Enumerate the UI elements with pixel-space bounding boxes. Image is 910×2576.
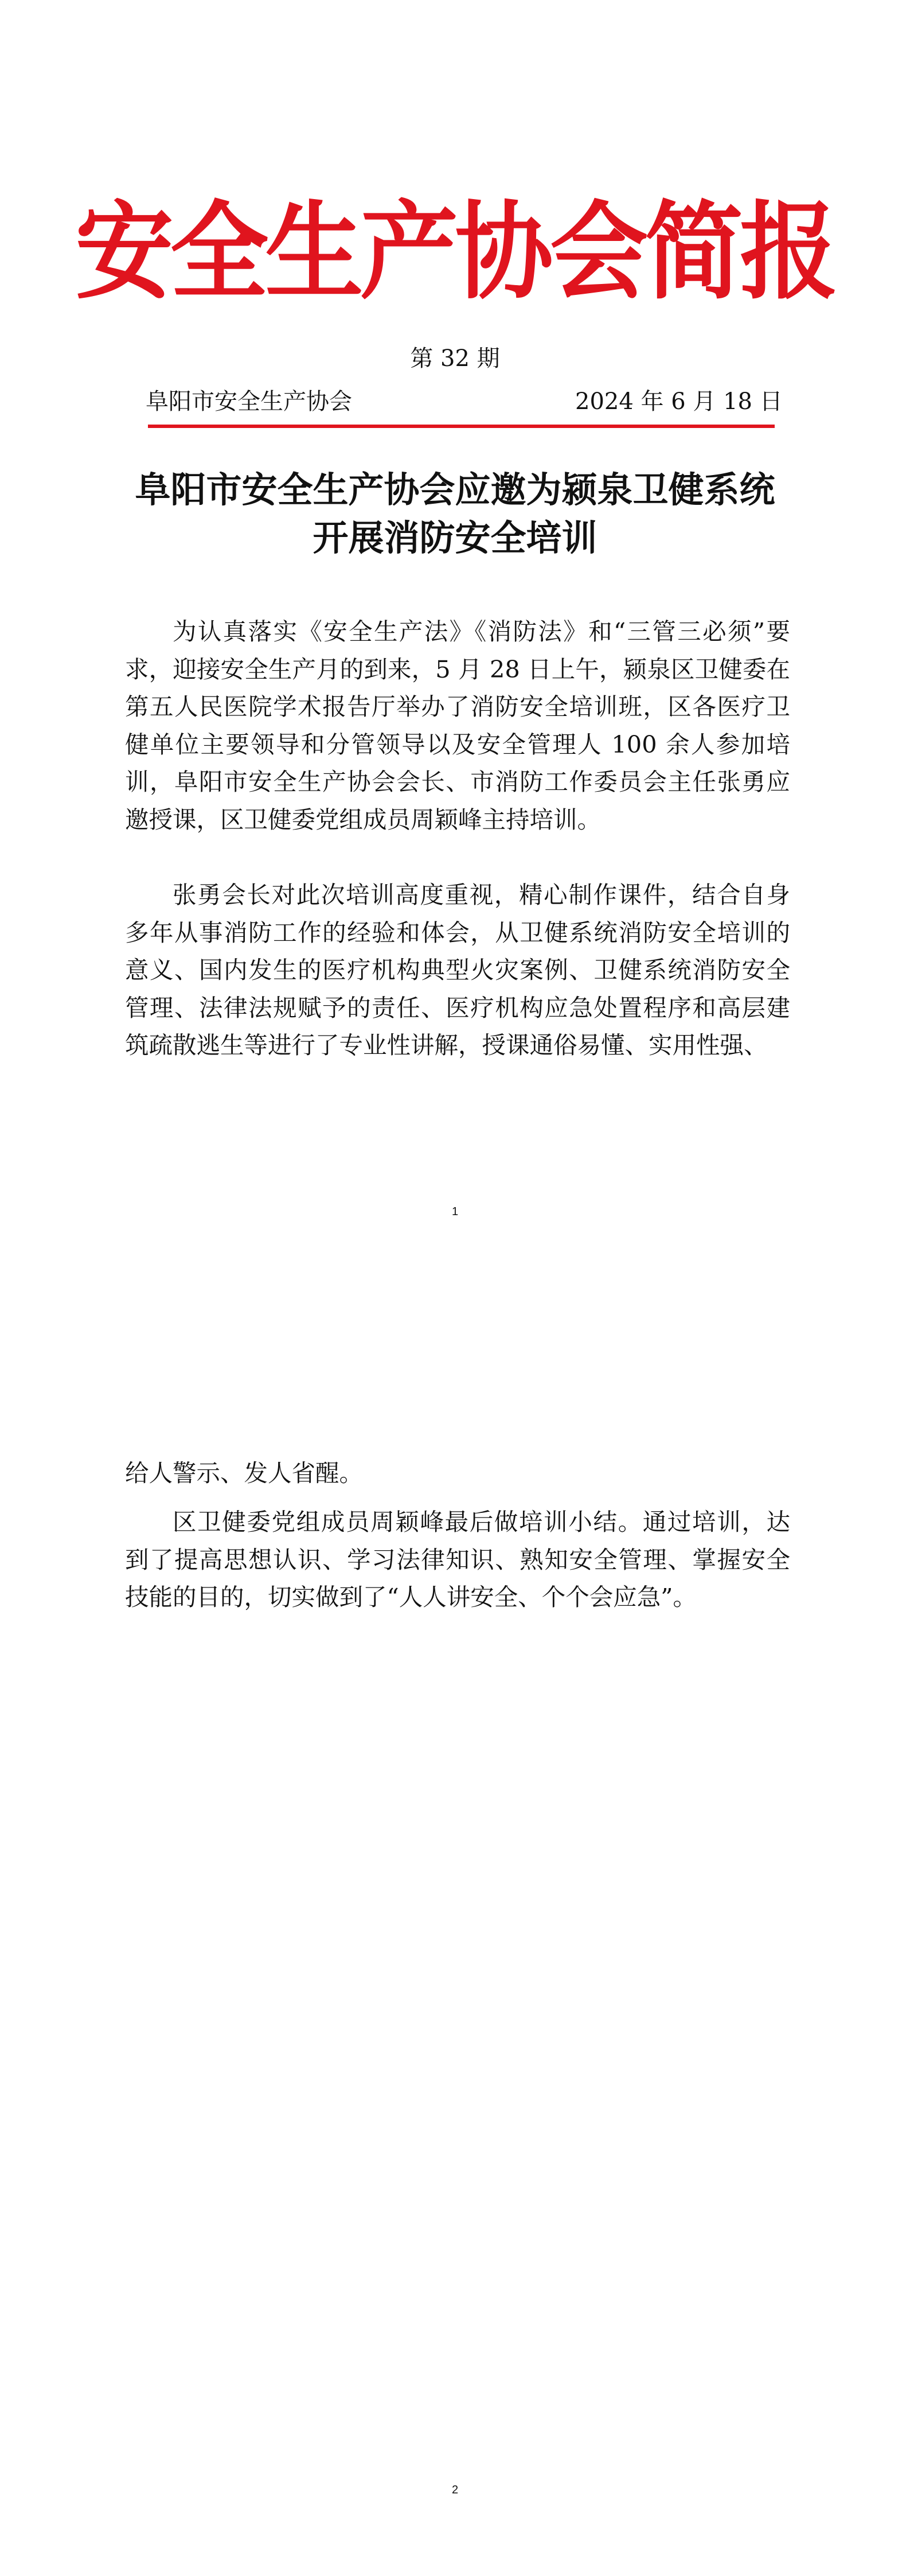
article-paragraph-3: 区卫健委党组成员周颖峰最后做培训小结。通过培训，达到了提高思想认识、学习法律知识、熟知安全管理、掌握安全技能的目的，切实做到了“人人讲安全、个个会应急”。 — [125, 1508, 790, 1611]
article-paragraph-2-start: 张勇会长对此次培训高度重视，精心制作课件，结合自身多年从事消防工作的经验和体会，从卫健系统消防安全培训的意义、国内发生的医疗机构典型火灾案例、卫健系统消防安全管理、法律法规赋予的责任、医疗机构应急处置程序和高层建筑疏散逃生等进行了专业性讲解，授课通俗易懂、实用性强、 — [125, 881, 790, 1059]
issue-number: 第 32 期 — [410, 345, 500, 372]
page-number-2: 2 — [451, 2484, 459, 2496]
article-paragraph-2-end: 给人警示、发人省醒。 — [125, 1459, 364, 1487]
publisher-name: 阜阳市安全生产协会 — [146, 388, 352, 415]
publish-date: 2024 年 6 月 18 日 — [575, 388, 783, 415]
article-title-line-1: 阜阳市安全生产协会应邀为颍泉卫健系统 — [135, 469, 775, 511]
article-title — [0, 466, 910, 562]
masthead-title: 安全生产协会简报 — [75, 191, 835, 314]
header-divider — [148, 425, 775, 428]
article-paragraph-1: 为认真落实《安全生产法》《消防法》和“三管三必须”要求，迎接安全生产月的到来，5 月 28 日上午，颍泉区卫健委在第五人民医院学术报告厅举办了消防安全培训班，区各医疗卫健单位主要领导和分管领导以及安全管理人 100 余人参加培训，阜阳市安全生产协会会长、市消防工作委员会主任张勇应邀授课，区卫健委党组成员周颖峰主持培训。 — [125, 617, 790, 834]
article-title-line-2: 开展消防安全培训 — [313, 517, 597, 559]
page-number-1: 1 — [451, 1205, 459, 1218]
